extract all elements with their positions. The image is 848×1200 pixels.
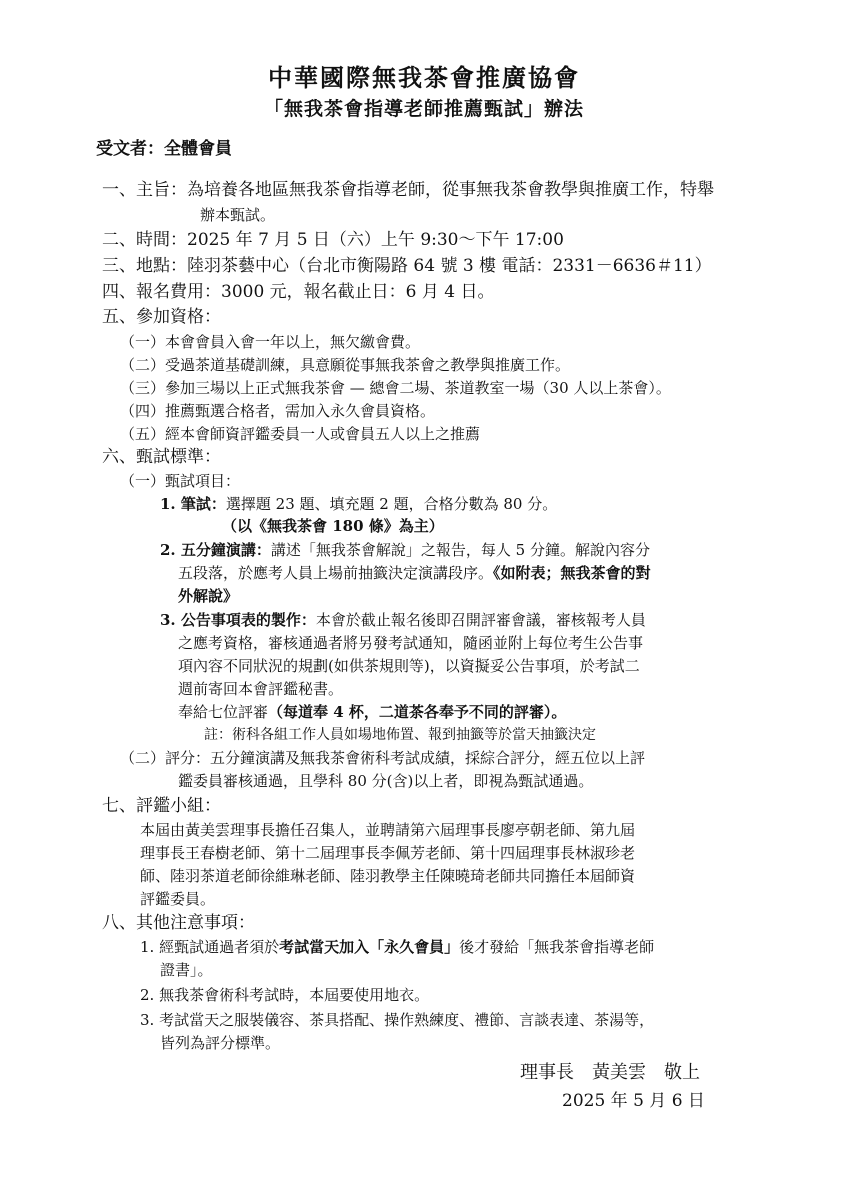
notice-exam <box>160 610 646 630</box>
notice-exam-line5 <box>178 702 566 722</box>
section-purpose: 一、主旨：為培養各地區無我茶會指導老師，從事無我茶會教學與推廣工作，特舉 <box>102 180 714 200</box>
note-1b: 考試當天加入「永久會員」 <box>279 938 460 956</box>
section-time: 二、時間：2025 年 7 月 5 日（六）上午 9:30～下午 17:00 <box>102 230 564 250</box>
written-exam <box>160 494 557 514</box>
section-committee: 七、評鑑小組： <box>102 796 221 816</box>
speech-exam-line2 <box>178 563 651 583</box>
signature-date: 2025 年 5 月 6 日 <box>562 1091 705 1111</box>
scoring: （二）評分：五分鐘演講及無我茶會術科考試成績，採綜合評分，經五位以上評 <box>120 749 646 767</box>
speech-exam-line2-text: 五段落，於應考人員上場前抽籤決定演講段序。 <box>178 564 494 582</box>
doc-subtitle: 「無我茶會指導老師推薦甄試」辦法 <box>263 98 584 120</box>
eligibility-item-5: （五）經本會師資評鑑委員一人或會員五人以上之推薦 <box>120 425 481 443</box>
notice-exam-line5a: 奉給七位評審 <box>178 703 269 721</box>
eligibility-item-1: （一）本會會員入會一年以上，無欠繳會費。 <box>120 333 421 351</box>
written-exam-text: 選擇題 23 題、填充題 2 題，合格分數為 80 分。 <box>225 495 558 513</box>
scoring-cont: 鑑委員審核通過，且學科 80 分(含)以上者，即視為甄試通過。 <box>178 772 594 790</box>
notice-exam-line2: 之應考資格，審核通過者將另發考試通知，隨函並附上每位考生公告事 <box>178 634 644 652</box>
note-1 <box>140 937 654 957</box>
note-3-cont: 皆列為評分標準。 <box>160 1034 281 1052</box>
eligibility-item-4: （四）推薦甄選合格者，需加入永久會員資格。 <box>120 402 436 420</box>
notice-exam-line4: 週前寄回本會評鑑秘書。 <box>178 680 344 698</box>
speech-exam-label: 2. 五分鐘演講： <box>160 541 271 559</box>
section-standards: 六、甄試標準： <box>102 447 221 467</box>
note-2: 2. 無我茶會術科考試時，本屆要使用地衣。 <box>140 986 430 1004</box>
section-notes: 八、其他注意事項： <box>102 913 255 933</box>
section-eligibility: 五、參加資格： <box>102 307 221 327</box>
standards-items-head: （一）甄試項目： <box>120 472 241 490</box>
committee-line-1: 本屆由黃美雲理事長擔任召集人，並聘請第六屆理事長廖亭朝老師、第九屆 <box>140 821 636 839</box>
written-exam-note: （以《無我茶會 180 條》為主） <box>222 517 444 535</box>
signature-name: 理事長 黃美雲 敬上 <box>520 1062 700 1083</box>
speech-exam-attach: 《如附表；無我茶會的對 <box>493 564 651 582</box>
committee-line-4: 評鑑委員。 <box>140 890 216 908</box>
notice-exam-line3: 項內容不同狀況的規劃(如供茶規則等)，以資擬妥公告事項，於考試二 <box>178 657 640 675</box>
staff-note: 註：術科各組工作人員如場地佈置、報到抽籤等於當天抽籤決定 <box>204 727 596 743</box>
written-exam-label: 1. 筆試： <box>160 495 226 513</box>
section-purpose-cont: 辦本甄試。 <box>200 206 276 224</box>
committee-line-3: 師、陸羽茶道老師徐維琳老師、陸羽教學主任陳曉琦老師共同擔任本屆師資 <box>140 867 636 885</box>
speech-exam <box>160 540 650 560</box>
notice-exam-line5b: （每道奉 4 杯，二道茶各奉予不同的評審）。 <box>268 703 567 721</box>
section-fee: 四、報名費用：3000 元，報名截止日：6 月 4 日。 <box>102 282 495 302</box>
section-location: 三、地點：陸羽茶藝中心（台北市衡陽路 64 號 3 樓 電話：2331－6636＃11） <box>102 256 712 276</box>
note-1-cont: 證書」。 <box>160 961 213 979</box>
note-3: 3. 考試當天之服裝儀容、茶具搭配、操作熟練度、禮節、言談表達、茶湯等， <box>140 1011 655 1029</box>
note-1a: 1. 經甄試通過者須於 <box>140 938 280 956</box>
notice-exam-text: 本會於截止報名後即召開評審會議，審核報考人員 <box>315 611 646 629</box>
eligibility-item-2: （二）受過茶道基礎訓練，具意願從事無我茶會之教學與推廣工作。 <box>120 356 571 374</box>
speech-exam-text: 講述「無我茶會解說」之報告，每人 5 分鐘。解說內容分 <box>270 541 650 559</box>
speech-exam-line3: 外解說》 <box>178 587 239 605</box>
recipient-line: 受文者：全體會員 <box>96 139 232 159</box>
org-title: 中華國際無我茶會推廣協會 <box>268 63 580 92</box>
committee-line-2: 理事長王春樹老師、第十二屆理事長李佩芳老師、第十四屆理事長林淑珍老 <box>140 844 636 862</box>
note-1c: 後才發給「無我茶會指導老師 <box>459 938 655 956</box>
notice-exam-label: 3. 公告事項表的製作： <box>160 611 316 629</box>
eligibility-item-3: （三）參加三場以上正式無我茶會 — 總會二場、茶道教室一場（30 人以上茶會）。 <box>120 379 671 397</box>
